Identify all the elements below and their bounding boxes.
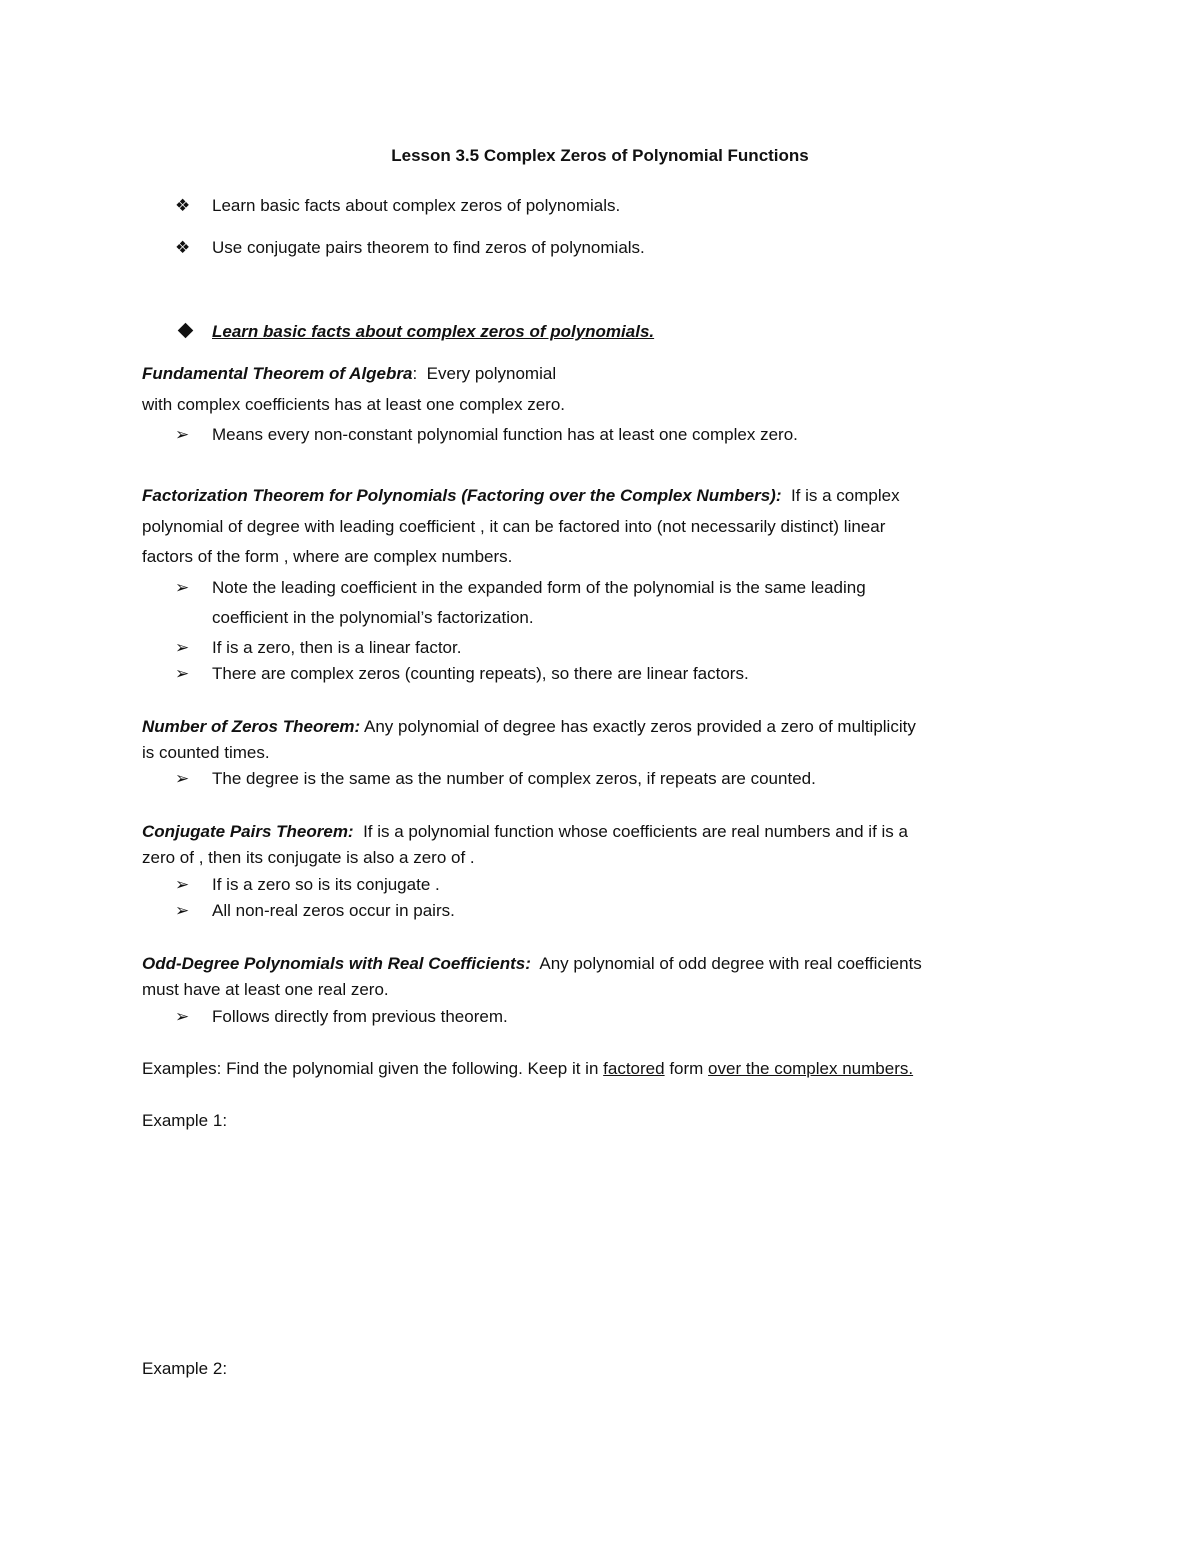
diamond-bullet-icon: ❖ bbox=[175, 196, 191, 215]
factorization-bullet2: If is a zero, then is a linear factor. bbox=[212, 638, 462, 657]
arrow-bullet-icon: ➢ bbox=[175, 425, 190, 444]
diamond-heading-icon bbox=[178, 323, 194, 339]
factorization-theorem-line2: polynomial of degree with leading coefficient , it can be factored into (not necessarily distinct) linear bbox=[142, 517, 886, 536]
examples-intro-part2: form bbox=[664, 1059, 709, 1078]
odd-degree-bullet: Follows directly from previous theorem. bbox=[212, 1007, 508, 1026]
odd-degree-line2: must have at least one real zero. bbox=[142, 980, 389, 999]
factorization-bullet1-line1: Note the leading coefficient in the expanded form of the polynomial is the same leading bbox=[212, 578, 866, 597]
number-of-zeros-bullet: The degree is the same as the number of complex zeros, if repeats are counted. bbox=[212, 769, 816, 788]
arrow-bullet-icon: ➢ bbox=[175, 1007, 190, 1026]
arrow-bullet-icon: ➢ bbox=[175, 664, 190, 683]
example-2-label: Example 2: bbox=[142, 1359, 228, 1378]
odd-degree-label: Odd-Degree Polynomials with Real Coefficients: bbox=[142, 954, 531, 973]
fundamental-bullet: Means every non-constant polynomial function has at least one complex zero. bbox=[212, 425, 798, 444]
fundamental-theorem-colon: : bbox=[412, 364, 418, 383]
factorization-theorem-label: Factorization Theorem for Polynomials (Factoring over the Complex Numbers): bbox=[142, 486, 782, 505]
diamond-bullet-icon: ❖ bbox=[175, 238, 191, 257]
fundamental-theorem-text1: Every polynomial bbox=[426, 364, 557, 383]
number-of-zeros-text1: Any polynomial of degree has exactly zeros provided a zero of multiplicity bbox=[364, 717, 916, 736]
number-of-zeros-line2: is counted times. bbox=[142, 743, 270, 762]
conjugate-pairs-label: Conjugate Pairs Theorem: bbox=[142, 822, 354, 841]
page-title: Lesson 3.5 Complex Zeros of Polynomial Functions bbox=[391, 146, 809, 165]
conjugate-pairs-line1 bbox=[142, 821, 908, 843]
fundamental-theorem-line2: with complex coefficients has at least one complex zero. bbox=[142, 395, 566, 414]
factorization-theorem-text1: If is a complex bbox=[790, 486, 900, 505]
conjugate-pairs-bullet1: If is a zero so is its conjugate . bbox=[212, 875, 440, 894]
number-of-zeros-line1 bbox=[142, 716, 916, 738]
odd-degree-line1 bbox=[142, 953, 922, 975]
arrow-bullet-icon: ➢ bbox=[175, 769, 190, 788]
examples-intro bbox=[142, 1058, 913, 1080]
conjugate-pairs-bullet2: All non-real zeros occur in pairs. bbox=[212, 901, 455, 920]
examples-intro-complex: over the complex numbers. bbox=[708, 1059, 914, 1078]
fundamental-theorem-line1 bbox=[142, 363, 556, 385]
conjugate-pairs-line2: zero of , then its conjugate is also a zero of . bbox=[142, 848, 475, 867]
arrow-bullet-icon: ➢ bbox=[175, 578, 190, 597]
fundamental-theorem-label: Fundamental Theorem of Algebra bbox=[142, 364, 413, 383]
objective-item: Learn basic facts about complex zeros of polynomials. bbox=[212, 196, 621, 215]
arrow-bullet-icon: ➢ bbox=[175, 875, 190, 894]
section-heading: Learn basic facts about complex zeros of polynomials. bbox=[212, 322, 655, 341]
example-1-label: Example 1: bbox=[142, 1111, 228, 1130]
arrow-bullet-icon: ➢ bbox=[175, 638, 190, 657]
number-of-zeros-label: Number of Zeros Theorem: bbox=[142, 717, 361, 736]
conjugate-pairs-text1: If is a polynomial function whose coefficients are real numbers and if is a bbox=[363, 822, 908, 841]
examples-intro-factored: factored bbox=[603, 1059, 665, 1078]
objective-item: Use conjugate pairs theorem to find zeros of polynomials. bbox=[212, 238, 645, 257]
arrow-bullet-icon: ➢ bbox=[175, 901, 190, 920]
examples-intro-part1: Examples: Find the polynomial given the following. Keep it in bbox=[142, 1059, 604, 1078]
factorization-bullet3: There are complex zeros (counting repeats), so there are linear factors. bbox=[212, 664, 749, 683]
factorization-bullet1-line2: coefficient in the polynomial’s factorization. bbox=[212, 608, 534, 627]
odd-degree-text1: Any polynomial of odd degree with real coefficients bbox=[539, 954, 922, 973]
factorization-theorem-line1 bbox=[142, 485, 900, 507]
factorization-theorem-line3: factors of the form , where are complex numbers. bbox=[142, 547, 513, 566]
